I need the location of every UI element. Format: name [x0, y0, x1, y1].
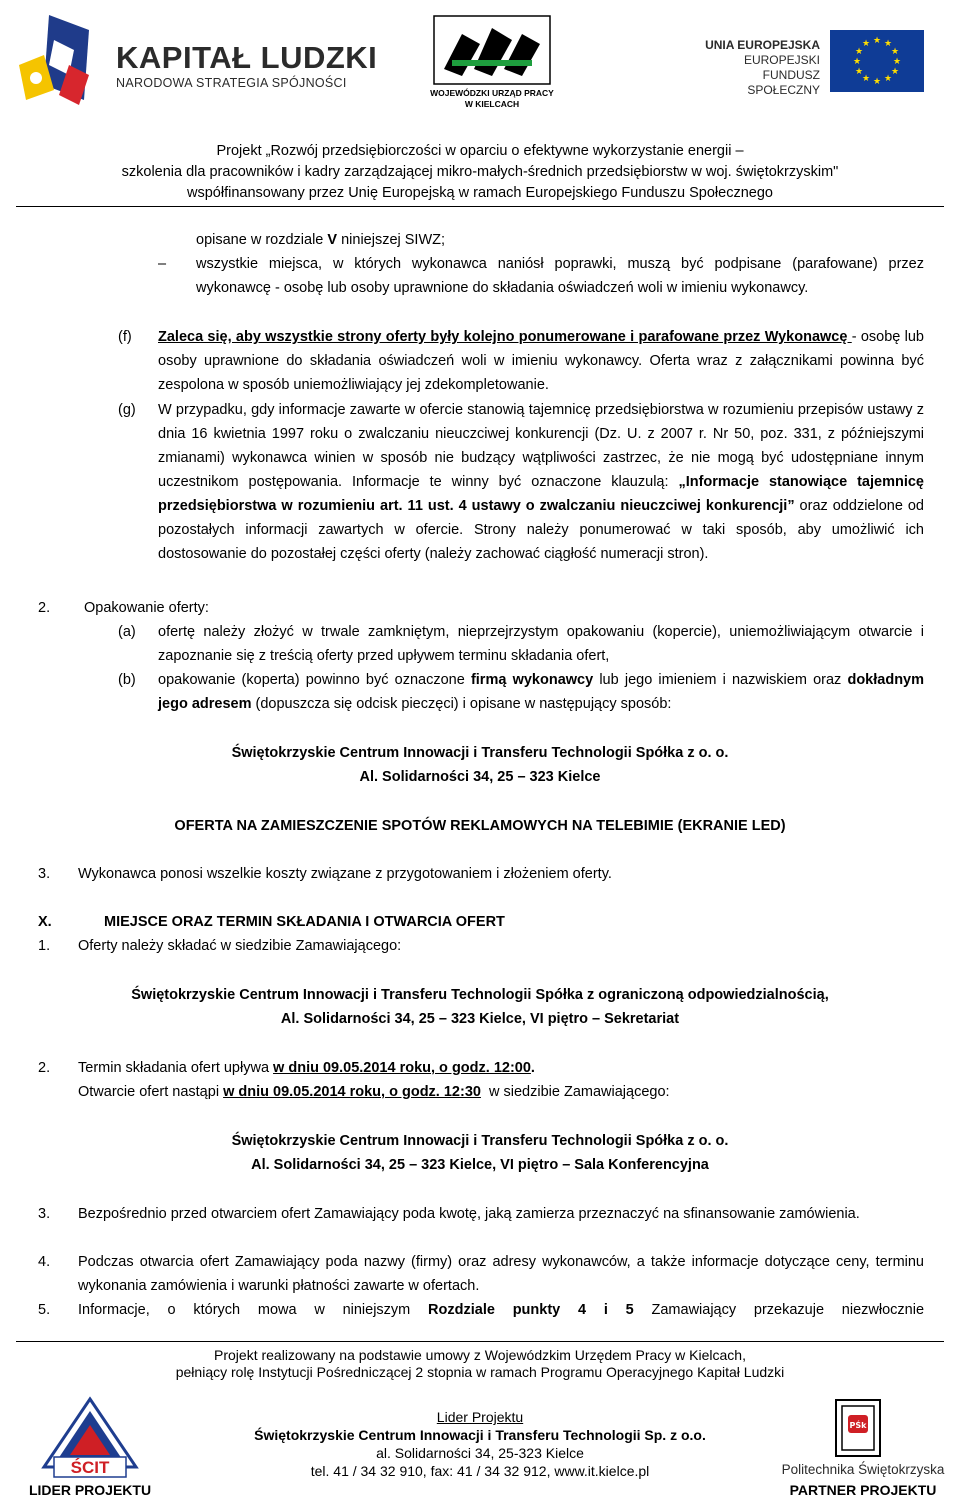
svg-text:★: ★: [861, 74, 871, 84]
kapital-subtitle: NARODOWA STRATEGIA SPÓJNOŚCI: [116, 76, 347, 90]
item-g-label: (g): [118, 402, 136, 418]
x1-text: Oferty należy składać w siedzibie Zamawiającego:: [78, 938, 402, 954]
eu-flag-icon: [830, 30, 924, 92]
section-3-number: 3.: [38, 866, 51, 882]
chapter-x-number: X.: [38, 914, 52, 930]
footer-divider: [16, 1341, 944, 1342]
footer-line2: pełniący rolę Instytucji Pośredniczącej 2 stopnia w ramach Programu Operacyjnego Kapitał Ludzki: [175, 1364, 785, 1380]
leader-contact: tel. 41 / 34 32 910, fax: 41 / 34 32 912, www.it.kielce.pl: [310, 1463, 650, 1479]
x2-deadline: Termin składania ofert upływa w dniu 09.05.2014 roku, o godz. 12:00.: [78, 1060, 535, 1076]
svg-text:★: ★: [852, 57, 862, 67]
x4-number: 4.: [38, 1254, 51, 1270]
footer-info: [0, 1347, 960, 1381]
chapter-x-title: MIEJSCE ORAZ TERMIN SKŁADANIA I OTWARCIA OFERT: [104, 914, 505, 930]
svg-text:★: ★: [872, 36, 882, 46]
item-b: opakowanie (koperta) powinno być oznaczone firmą wykonawcy lub jego imieniem i nazwiskiem oraz dokładnym jego adresem (dopuszcza się odcisk pieczęci) i opisane w następujący sposób:: [158, 672, 925, 712]
project-header: [0, 141, 960, 204]
politechnika-logo-icon: [833, 1397, 883, 1459]
section-2-title: Opakowanie oferty:: [84, 600, 209, 616]
header-line3: współfinansowany przez Unię Europejską w ramach Europejskiego Funduszu Społecznego: [187, 185, 773, 201]
leader-caption: LIDER PROJEKTU: [28, 1482, 152, 1498]
partner-caption: PARTNER PROJEKTU: [789, 1482, 937, 1498]
svg-text:★: ★: [890, 67, 900, 77]
address-1-line2: Al. Solidarności 34, 25 – 323 Kielce: [359, 769, 601, 785]
kapital-ludzki-logo-icon: [14, 10, 109, 120]
header-line1: Projekt „Rozwój przedsiębiorczości w oparciu o efektywne wykorzystanie energii –: [216, 143, 744, 159]
kapital-title: KAPITAŁ LUDZKI: [116, 40, 378, 75]
ue-text: [690, 38, 820, 98]
svg-text:★: ★: [854, 67, 864, 77]
item-f-label: (f): [118, 329, 132, 345]
dash-item: wszystkie miejsca, w których wykonawca naniósł poprawki, muszą być podpisane (parafowane) przez wykonawcę - osobę lub osoby uprawnione do składania oświadczeń woli w imieniu wykonawcy.: [196, 256, 924, 296]
header-line2: szkolenia dla pracowników i kadry zarządzającej mikro-małych-średnich przedsiębiorstw w woj. świętokrzyskim": [121, 164, 839, 180]
x5-text: Informacje, o których mowa w niniejszym Rozdziale punkty 4 i 5 Zamawiający przekazuje niezwłocznie: [78, 1302, 924, 1318]
svg-text:★: ★: [854, 47, 864, 57]
address-2-line1: Świętokrzyskie Centrum Innowacji i Transferu Technologii Spółka z ograniczoną odpowiedzialnością,: [131, 987, 829, 1003]
item-a-label: (a): [118, 624, 136, 640]
svg-text:★: ★: [861, 39, 871, 49]
header-logos: [0, 0, 960, 140]
item-f: Zaleca się, aby wszystkie strony oferty były kolejno ponumerowane i parafowane przez Wykonawcę - osobę lub osoby uprawnione do składania oświadczeń woli w imieniu wykonawcy. Oferta wraz z załącznikami powinna być zespolona w sposób uniemożliwiający jej zdekompletowanie.: [158, 329, 924, 393]
svg-text:★: ★: [872, 77, 882, 87]
svg-text:★: ★: [883, 39, 893, 49]
x1-number: 1.: [38, 938, 51, 954]
svg-text:★: ★: [892, 57, 902, 67]
item-b-label: (b): [118, 672, 136, 688]
leader-address: al. Solidarności 34, 25-323 Kielce: [376, 1445, 584, 1461]
item-e-continuation: opisane w rozdziale V niniejszej SIWZ;: [196, 232, 446, 248]
x2-opening: Otwarcie ofert nastąpi w dniu 09.05.2014 roku, o godz. 12:30 w siedzibie Zamawiającego:: [78, 1084, 670, 1100]
ue-line1: UNIA EUROPEJSKA: [705, 38, 820, 52]
address-block-2: [0, 983, 960, 1031]
address-3-line1: Świętokrzyskie Centrum Innowacji i Transferu Technologii Spółka z o. o.: [231, 1133, 729, 1149]
item-g: W przypadku, gdy informacje zawarte w ofercie stanowią tajemnicę przedsiębiorstwa w rozumieniu przepisów ustawy z dnia 16 kwietnia 1997 roku o zwalczaniu nieuczciwej konkurencji (Dz. U. z 2007 r. Nr 50, poz. 331, z późniejszymi zmianami) wykonawca winien w sposób nie budzący wątpliwości zastrzec, że nie mogą być udostępniane innym uczestnikom postępowania. Informacje te winny być oznaczone klauzulą: „Informacje stanowiące tajemnicę przedsiębiorstwa w rozumieniu art. 11 ust. 4 ustawy o zwalczaniu nieuczciwej konkurencji” oraz oddzielone od pozostałych informacji zawartych w ofercie. Strony należy ponumerować w taki sposób, aby umożliwić ich dostosowanie do pozostałej części oferty (należy zachować ciągłość numeracji stron).: [158, 402, 924, 562]
scit-logo-text: ŚCIT: [70, 1458, 110, 1477]
dash-bullet: –: [158, 256, 167, 272]
svg-text:PŚk: PŚk: [849, 1421, 867, 1430]
header-divider: [16, 206, 944, 207]
x5-number: 5.: [38, 1302, 51, 1318]
wup-logo-icon: [432, 14, 552, 86]
x2-number: 2.: [38, 1060, 51, 1076]
leader-name: Świętokrzyskie Centrum Innowacji i Transferu Technologii Sp. z o.o.: [254, 1427, 706, 1443]
address-block-3: [0, 1129, 960, 1177]
address-3-line2: Al. Solidarności 34, 25 – 323 Kielce, VI piętro – Sala Konferencyjna: [251, 1157, 709, 1173]
svg-text:★: ★: [890, 47, 900, 57]
address-2-line2: Al. Solidarności 34, 25 – 323 Kielce, VI piętro – Sekretariat: [280, 1011, 680, 1027]
wup-caption: [412, 88, 572, 110]
ue-line3: FUNDUSZ SPOŁECZNY: [747, 68, 820, 97]
footer-line1: Projekt realizowany na podstawie umowy z Wojewódzkim Urzędem Pracy w Kielcach,: [214, 1347, 746, 1363]
wup-line1: WOJEWÓDZKI URZĄD PRACY: [430, 88, 554, 98]
section-3-text: Wykonawca ponosi wszelkie koszty związane z przygotowaniem i złożeniem oferty.: [78, 866, 612, 882]
section-2-number: 2.: [38, 600, 51, 616]
x3-number: 3.: [38, 1206, 51, 1222]
wup-line2: W KIELCACH: [464, 99, 520, 109]
x4-text: Podczas otwarcia ofert Zamawiający poda nazwy (firmy) oraz adresy wykonawców, a także informacje dotyczące ceny, terminu wykonania zamówienia i warunki płatności zawarte w ofertach.: [78, 1254, 924, 1294]
x3-text: Bezpośrednio przed otwarciem ofert Zamawiający poda kwotę, jaką zamierza przeznaczyć na sfinansowanie zamówienia.: [78, 1206, 860, 1222]
ue-line2: EUROPEJSKI: [743, 53, 820, 67]
svg-text:★: ★: [883, 74, 893, 84]
leader-label: Lider Projektu: [436, 1409, 524, 1425]
politechnika-logo-text: Politechnika Świętokrzyska: [781, 1462, 945, 1477]
address-1-line1: Świętokrzyskie Centrum Innowacji i Transferu Technologii Spółka z o. o.: [231, 745, 729, 761]
item-a: ofertę należy złożyć w trwale zamkniętym, nieprzejrzystym opakowaniu (kopercie), uniemożliwiającym otwarcie i zapoznanie się z treścią oferty przed upływem terminu składania ofert,: [158, 624, 924, 664]
offer-title: OFERTA NA ZAMIESZCZENIE SPOTÓW REKLAMOWYCH NA TELEBIMIE (EKRANIE LED): [174, 818, 786, 834]
address-block-1: [0, 741, 960, 789]
